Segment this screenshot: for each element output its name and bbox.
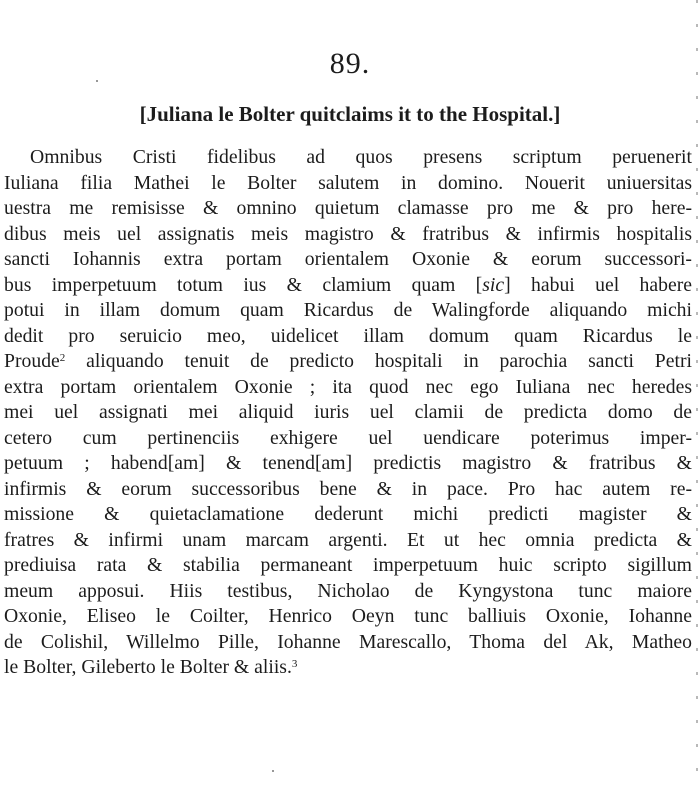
page-edge-marks [696,0,698,790]
text-line: petuum ; habend[am] & tenend[am] predictis magistro & fratribus & [4,452,692,474]
text-line: meum apposui. Hiis testibus, Nicholao de Kyngystona tunc maiore [4,579,692,602]
text-line: sancti Iohannis extra portam orientalem Oxonie & eorum successori- [4,248,692,270]
text-line: dibus meis uel assignatis meis magistro & fratribus & infirmis hospitalis [4,222,692,245]
text-line: potui in illam domum quam Ricardus de Walingforde aliquando michi [4,299,692,321]
paper-speck [96,80,98,82]
paper-speck [272,770,274,772]
text-line: missione & quietaclamatione dederunt michi predicti magister & [4,503,692,525]
charter-text [4,145,692,681]
text-line: cetero cum pertinenciis exhigere uel uendicare poterimus imper- [4,426,692,449]
charter-number: 89. [329,47,371,80]
text-line: Omnibus Cristi fidelibus ad quos presens scriptum peruenerit [30,146,692,168]
text-line: Oxonie, Eliseo le Coilter, Henrico Oeyn tunc balliuis Oxonie, Iohanne [4,605,692,627]
text-line: le Bolter, Gileberto le Bolter & aliis.$^3$ [4,656,298,678]
text-line: infirmis & eorum successoribus bene & in pace. Pro hac autem re- [4,477,692,500]
text-line: extra portam orientalem Oxonie ; ita quod nec ego Iuliana nec heredes [4,375,692,398]
text-line: bus imperpetuum totum ius & clamium quam [sic] habui uel habere [4,273,692,296]
charter-heading: [Juliana le Bolter quitclaims it to the Hospital.] [139,102,561,126]
text-line: prediuisa rata & stabilia permaneant imperpetuum huic scripto sigillum [4,554,692,576]
footnote-marker-3: 3 [291,658,298,670]
text-line: de Colishil, Willelmo Pille, Iohanne Marescallo, Thoma del Ak, Matheo [4,630,692,653]
text-line: uestra me remisisse & omnino quietum clamasse pro me & pro here- [4,197,692,219]
text-line: fratres & infirmi unam marcam argenti. Et ut hec omnia predicta & [4,528,692,551]
sic-annotation: sic [482,273,505,296]
text-line: mei uel assignati mei aliquid iuris uel clamii de predicta domo de [4,401,692,423]
text-line: dedit pro seruicio meo, uidelicet illam domum quam Ricardus le [4,324,692,347]
text-line: Iuliana filia Mathei le Bolter salutem in domino. Nouerit uniuersitas [4,171,692,194]
text-line: Proude$^2$ aliquando tenuit de predicto hospitali in parochia sancti Petri [4,350,692,372]
footnote-marker-2: 2 [59,352,66,364]
